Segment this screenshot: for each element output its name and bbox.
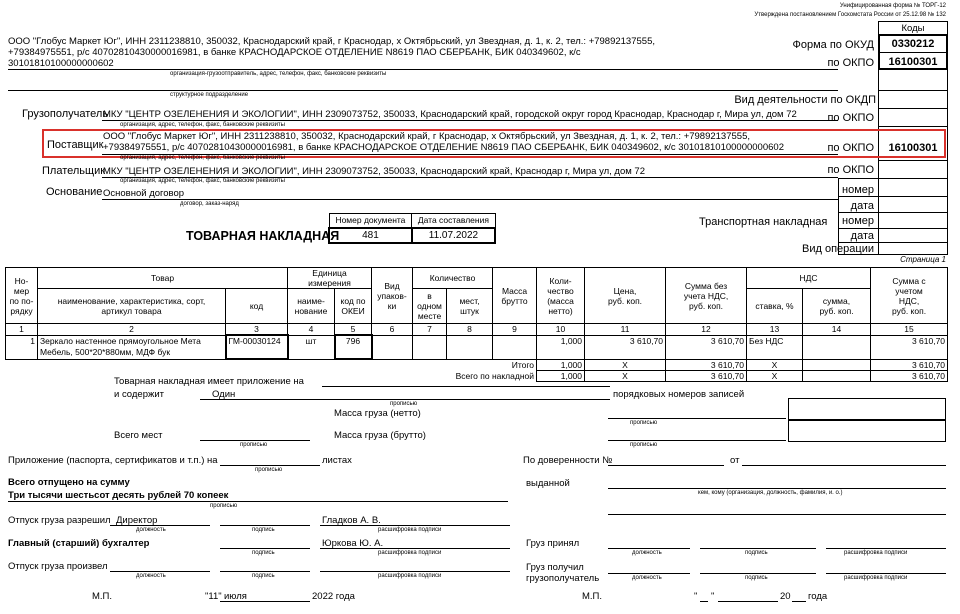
accountant-label: Главный (старший) бухгалтер (8, 538, 150, 549)
doc-number: 481 (329, 228, 412, 243)
shipper-line2: +79384975551, р/с 40702810430000016981, в банке КРАСНОДАРСКОЕ ОТДЕЛЕНИЕ N8619 ПАО СБЕРБАНК, БИК 040349602, к/с (8, 47, 581, 58)
records-caption: прописью (390, 401, 418, 407)
accepted-position-caption: должность (632, 550, 662, 556)
permitted-label: Отпуск груза разрешил (8, 515, 111, 526)
released-sign-caption: подпись (252, 573, 275, 579)
h-vat-sum: сумма, руб. коп. (803, 289, 871, 324)
payer-caption: организация, адрес, телефон, факс, банковские реквизиты (120, 178, 285, 184)
date-month: июля (224, 591, 247, 602)
received-position-caption: должность (632, 575, 662, 581)
accountant-sign-caption: подпись (252, 550, 275, 556)
accountant-name: Юркова Ю. А. (322, 538, 384, 549)
shipper-line1: ООО "Глобус Маркет Юг", ИНН 2311238810, 350032, Краснодарский край, г Краснодар, х Октябрьский, ул Звездная, д. 1, к. 2, тел.: +79892137555, (8, 36, 655, 47)
doc-date: 11.07.2022 (412, 228, 495, 243)
supplier-line1: ООО "Глобус Маркет Юг", ИНН 2311238810, 350032, Краснодарский край, г Краснодар, х Октябрьский, ул Звездная, д. 1, к. 2, тел.: +79892137555, (103, 131, 750, 142)
payer-okpo-label: по ОКПО (827, 164, 874, 176)
shipper-caption: организация-грузоотправитель, адрес, телефон, факс, банковские реквизиты (170, 71, 387, 77)
permitted-sign-caption: подпись (252, 527, 275, 533)
attachment-label: Приложение (паспорта, сертификатов и т.п.) на (8, 455, 218, 466)
page-number: Страница 1 (900, 255, 946, 264)
h-sum-novat: Сумма без учета НДС, руб. коп. (666, 268, 747, 324)
column-numbers-row: 1 2 3 4 5 6 7 8 9 10 11 12 13 14 15 (6, 324, 948, 336)
released-position-caption: должность (136, 573, 166, 579)
mass-gross-box (788, 420, 946, 442)
basis-value: Основной договор (103, 188, 185, 199)
document-title: ТОВАРНАЯ НАКЛАДНАЯ (186, 229, 340, 243)
h-pack: Вид упаков- ки (372, 268, 413, 324)
h-goods: Товар (38, 268, 288, 289)
h-unit-okei: код по ОКЕИ (335, 289, 372, 324)
table-row: 1 Зеркало настенное прямоугольное Мета Мебель, 500*20*880мм, МДФ бук ГМ-00030124 шт 796 1,000 3 610,70 3 610,70 Без НДС 3 610,70 (6, 335, 948, 359)
year-prefix: 20 (780, 591, 791, 602)
cargo-received-label: Груз получил (526, 562, 584, 573)
permitted-position: Директор (116, 515, 158, 526)
h-price: Цена, руб. коп. (585, 268, 666, 324)
proxy-label: По доверенности № (523, 455, 613, 466)
released-label: Отпуск груза произвел (8, 561, 108, 572)
supplier-label: Поставщик (47, 139, 104, 151)
h-gross: Масса брутто (493, 268, 537, 324)
operation-label: Вид операции (802, 243, 874, 255)
released-decode-caption: расшифровка подписи (378, 573, 442, 579)
released-sum-words: Три тысячи шестьсот десять рублей 70 копеек (8, 490, 229, 501)
quote-close: " (711, 591, 715, 602)
h-qty-one: в одном месте (413, 289, 447, 324)
mass-net-box (788, 398, 946, 420)
consignee-label: Грузополучатель (22, 108, 109, 120)
itogo-row: Итого 1,000 X 3 610,70 X 3 610,70 (6, 359, 948, 370)
h-goods-name: наименование, характеристика, сорт, артикул товара (38, 289, 226, 324)
doc-number-header: Номер документа (329, 214, 412, 228)
mass-net-caption: прописью (630, 420, 658, 426)
supplier-okpo-code: 16100301 (888, 142, 938, 154)
records-count: Один (212, 389, 236, 400)
okdp-label: Вид деятельности по ОКДП (734, 94, 876, 106)
date-year: 2022 года (312, 591, 355, 602)
payer-value: МКУ "ЦЕНТР ОЗЕЛЕНЕНИЯ И ЭКОЛОГИИ", ИНН 2309073752, 350033, Краснодарский край, Краснодар г, Мира ул, дом 72 (103, 166, 645, 177)
accepted-decode-caption: расшифровка подписи (844, 550, 908, 556)
h-vat: НДС (747, 268, 871, 289)
h-unit: Единица измерения (288, 268, 372, 289)
h-unit-name: наиме- нование (288, 289, 335, 324)
h-total: Сумма с учетом НДС, руб. коп. (871, 268, 948, 324)
mp-right: М.П. (582, 591, 603, 602)
accepted-sign-caption: подпись (745, 550, 768, 556)
consignee-okpo-label: по ОКПО (827, 112, 874, 124)
contains-label: и содержит (114, 389, 165, 400)
issued-caption: кем, кому (организация, должность, фамилия, и. о.) (698, 490, 843, 496)
supplier-line2: +79384975551, р/с 40702810430000016981, в банке КРАСНОДАРСКОЕ ОТДЕЛЕНИЕ N8619 ПАО СБЕРБАНК, БИК 040349602, к/с 30101810100000000602 (103, 142, 784, 153)
h-vat-rate: ставка, % (747, 289, 803, 324)
vsego-row: Всего по накладной 1,000 X 3 610,70 X 3 610,70 (6, 370, 948, 381)
received-sign-caption: подпись (745, 575, 768, 581)
transport-label: Транспортная накладная (699, 216, 828, 228)
form-approval: Утверждена постановлением Госкомстата России от 25.12.98 № 132 (754, 12, 946, 18)
issued-label: выданной (526, 478, 570, 489)
released-sum-label: Всего отпущено на сумму (8, 477, 130, 488)
okud-code: 0330212 (891, 38, 935, 50)
appendix-label: Товарная накладная имеет приложение на (114, 376, 304, 387)
mp-left: М.П. (92, 591, 113, 602)
cargo-accepted-label: Груз принял (526, 538, 580, 549)
mass-net-label: Масса груза (нетто) (334, 408, 421, 419)
places-label: Всего мест (114, 430, 163, 441)
proxy-from-label: от (730, 455, 740, 466)
records-label: порядковых номеров записей (613, 389, 745, 400)
attachment-caption: прописью (255, 467, 283, 473)
form-name: Унифицированная форма № ТОРГ-12 (839, 3, 946, 9)
basis-caption: договор, заказ-наряд (180, 201, 239, 207)
date-day: "11" (205, 591, 222, 602)
consignee-caption: организация, адрес, телефон, факс, банковские реквизиты (120, 122, 285, 128)
h-goods-code: код (226, 289, 288, 324)
basis-date-label: дата (850, 200, 874, 212)
mass-gross-label: Масса груза (брутто) (334, 430, 426, 441)
cargo-received-label2: грузополучатель (526, 573, 600, 584)
basis-number-label: номер (842, 184, 874, 196)
h-qty: Количество (413, 268, 493, 289)
h-no: Но- мер по по- рядку (6, 268, 38, 324)
permitted-name: Гладков А. В. (322, 515, 381, 526)
quote-open: " (694, 591, 698, 602)
goods-table (5, 267, 948, 382)
consignee-value: МКУ "ЦЕНТР ОЗЕЛЕНЕНИЯ И ЭКОЛОГИИ", ИНН 2309073752, 350033, Краснодарский край, городской округ город Краснодар, Краснодар г, Мира ул, дом 72 (103, 109, 797, 120)
permitted-position-caption: должность (136, 527, 166, 533)
released-sum-caption: прописью (210, 503, 238, 509)
subdivision-caption: структурное подразделение (170, 92, 249, 98)
basis-label: Основание (46, 186, 103, 198)
supplier-caption: организация, адрес, телефон, факс, банковские реквизиты (120, 155, 285, 161)
transport-number-label: номер (842, 215, 874, 227)
sheets-label: листах (322, 455, 352, 466)
received-decode-caption: расшифровка подписи (844, 575, 908, 581)
okud-label: Форма по ОКУД (792, 39, 874, 51)
document-number-table (328, 213, 496, 244)
doc-date-header: Дата составления (412, 214, 495, 228)
transport-date-label: дата (850, 230, 874, 242)
places-caption: прописью (240, 442, 268, 448)
mass-gross-caption: прописью (630, 442, 658, 448)
shipper-line3: 30101810100000000602 (8, 58, 114, 69)
supplier-okpo-label: по ОКПО (827, 142, 874, 154)
payer-label: Плательщик (42, 165, 106, 177)
okpo-code: 16100301 (888, 56, 938, 68)
permitted-decode-caption: расшифровка подписи (378, 527, 442, 533)
year-word: года (808, 591, 828, 602)
h-qty-places: мест, штук (447, 289, 493, 324)
accountant-decode-caption: расшифровка подписи (378, 550, 442, 556)
codes-title: Коды (901, 23, 925, 34)
okpo-label: по ОКПО (827, 57, 874, 69)
h-net: Коли- чество (масса нетто) (537, 268, 585, 324)
